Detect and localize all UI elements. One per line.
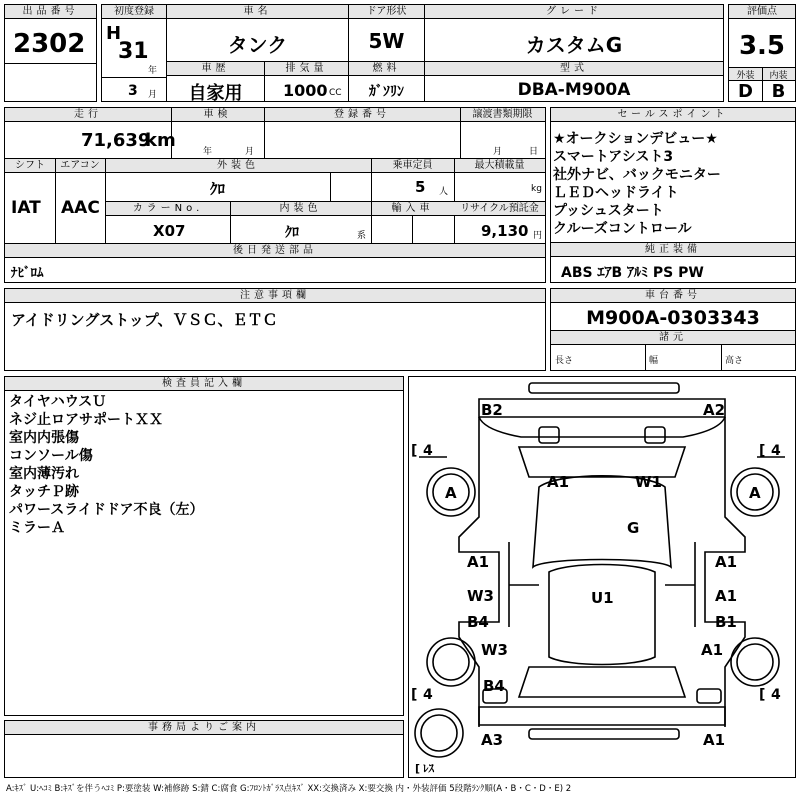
colorno-label: カラーNo. <box>106 202 230 216</box>
tr-day: 日 <box>529 147 539 157</box>
ac: AAC <box>61 198 100 218</box>
damage-mark: A2 <box>703 401 726 419</box>
inspector-item: コンソール傷 <box>9 448 93 464</box>
inspector-item: 室内内張傷 <box>9 430 79 446</box>
office-box <box>4 720 404 778</box>
sales-point: スマートアシスト3 <box>553 149 674 165</box>
damage-mark: B4 <box>467 613 489 631</box>
car-name-box <box>166 4 349 62</box>
model: DBA-M900A <box>517 80 631 100</box>
sales-point: クルーズコントロール <box>553 221 692 237</box>
first-reg-label: 初度登録 <box>102 5 166 19</box>
reg-year: 31 <box>118 39 149 64</box>
door-box <box>348 4 425 62</box>
tire-rr-depth: 4 <box>771 687 781 703</box>
spec-width: 幅 <box>649 356 659 366</box>
office-label: 事務局よりご案内 <box>5 721 403 735</box>
spec-length: 長さ <box>555 356 574 366</box>
ext-score: D <box>738 81 753 102</box>
lot-label: 出品番号 <box>5 5 96 19</box>
grade-label: グレード <box>425 5 723 19</box>
damage-mark: B2 <box>481 401 503 419</box>
svg-text:[: [ <box>759 687 766 703</box>
mileage: 71,639 <box>81 130 151 151</box>
damage-mark: A1 <box>701 641 724 659</box>
door-label: ドア形状 <box>349 5 424 19</box>
lot-number: 2302 <box>13 29 86 59</box>
inspector-item: 室内薄汚れ <box>9 466 79 482</box>
shift-label: シフト <box>5 159 55 173</box>
ac-label: エアコン <box>55 159 105 173</box>
inspector-list <box>9 393 203 537</box>
vehicle-info-table <box>4 107 546 283</box>
equipment-label: 純正装備 <box>551 243 795 257</box>
mileage-unit: km <box>145 130 176 151</box>
month-unit: 月 <box>148 90 158 100</box>
first-reg-box <box>101 4 167 102</box>
equipment: ABS ｴｱB ｱﾙﾐ PS PW <box>561 265 704 281</box>
inspector-item: ミラーＡ <box>9 520 65 536</box>
svg-text:[: [ <box>411 687 418 703</box>
capacity: 5 <box>415 178 426 196</box>
year-unit: 年 <box>148 66 158 76</box>
damage-mark: A1 <box>547 473 570 491</box>
maxload-label: 最大積載量 <box>454 159 545 173</box>
door-type: 5W <box>368 29 405 53</box>
history-label: 車歴 <box>167 62 264 76</box>
chassis-number: M900A-0303343 <box>586 307 760 329</box>
chassis-box <box>550 288 796 371</box>
damage-mark: A1 <box>703 731 726 749</box>
insp-year: 年 <box>203 147 213 157</box>
import-label: 輸入車 <box>371 202 454 216</box>
inspector-label: 検査員記入欄 <box>5 377 403 391</box>
inspector-item: ネジ止ロアサポートＸＸ <box>9 412 163 428</box>
score-label: 評価点 <box>729 5 795 19</box>
later-parts-label: 後日発送部品 <box>5 244 545 258</box>
tire-fr-depth: 4 <box>771 443 781 459</box>
spare-tire: ﾚｽ <box>423 762 434 775</box>
damage-mark: G <box>627 519 640 537</box>
damage-mark: A1 <box>467 553 490 571</box>
history-box <box>166 61 265 102</box>
recycle-unit: 円 <box>533 231 543 241</box>
legend: A:ｷｽﾞ U:ﾍｺﾐ B:ｷｽﾞを伴うﾍｺﾐ P:要塗装 W:補修跡 S:錆 C:腐食 G:ﾌﾛﾝﾄｶﾞﾗｽ点ｷｽﾞ XX:交換済み X:要交換 内・外装評価 5段階ﾗﾝｸ順(A・B・C・D・E) 2 <box>6 784 572 794</box>
model-label: 型式 <box>425 62 723 76</box>
score: 3.5 <box>738 31 786 61</box>
inspector-box <box>4 376 404 716</box>
inspector-item: タッチＰ跡 <box>9 484 79 500</box>
damage-mark: B4 <box>483 677 505 695</box>
recycle-fee: 9,130 <box>481 222 529 240</box>
score-box <box>728 4 796 102</box>
later-parts: ﾅﾋﾞﾛﾑ <box>11 266 44 281</box>
sales-point: プッシュスタート <box>553 203 664 219</box>
ext-label: 外装 <box>729 68 762 80</box>
svg-text:[: [ <box>415 762 421 775</box>
cc-unit: CC <box>329 88 342 98</box>
shift: IAT <box>11 198 41 218</box>
model-box <box>424 61 724 102</box>
specs-label: 諸元 <box>551 331 795 345</box>
damage-mark: A3 <box>481 731 504 749</box>
sales-points-list <box>553 130 721 238</box>
era: H <box>106 23 122 44</box>
fuel-label: 燃料 <box>349 62 424 76</box>
color-label: 外装色 <box>105 159 371 173</box>
lot-box <box>4 4 97 102</box>
svg-text:[: [ <box>759 443 766 459</box>
inspector-item: タイヤハウスＵ <box>9 394 107 410</box>
fuel-box <box>348 61 425 102</box>
recycle-label: リサイクル預託金 <box>454 202 545 216</box>
tire-fl-depth: 4 <box>423 443 433 459</box>
grade: カスタムG <box>525 33 623 57</box>
spec-height: 高さ <box>725 356 744 366</box>
maxload-unit: kg <box>531 184 542 194</box>
cc-box <box>264 61 349 102</box>
damage-mark: A <box>749 484 761 502</box>
car-name-label: 車名 <box>167 5 348 19</box>
inspector-item: パワースライドドア不良（左） <box>9 502 204 518</box>
damage-mark: U1 <box>591 589 614 607</box>
damage-mark: B1 <box>715 613 737 631</box>
intcolor-label: 内装色 <box>230 202 371 216</box>
cc-label: 排気量 <box>265 62 348 76</box>
damage-mark: W3 <box>481 641 508 659</box>
history: 自家用 <box>188 83 243 104</box>
regnum-label: 登録番号 <box>264 108 460 122</box>
transfer-label: 譲渡書類期限 <box>460 108 545 122</box>
sales-points-label: セールスポイント <box>551 108 795 122</box>
sales-point: 社外ナビ、バックモニター <box>553 167 721 183</box>
damage-mark: W3 <box>467 587 494 605</box>
damage-diagram-box <box>408 376 796 778</box>
car-name: タンク <box>227 33 288 57</box>
damage-mark: A1 <box>715 553 738 571</box>
intcolor-unit: 系 <box>357 231 367 241</box>
tr-month: 月 <box>493 147 503 157</box>
int-score: B <box>771 81 786 102</box>
fuel: ｶﾞｿﾘﾝ <box>369 84 404 100</box>
chassis-label: 車台番号 <box>551 289 795 303</box>
color-number: X07 <box>153 222 186 240</box>
car-diagram <box>409 377 795 777</box>
mileage-label: 走行 <box>5 108 171 122</box>
int-label: 内装 <box>762 68 795 80</box>
damage-mark: A1 <box>715 587 738 605</box>
notes-label: 注意事項欄 <box>5 289 545 303</box>
capacity-label: 乗車定員 <box>371 159 454 173</box>
damage-mark: A <box>445 484 457 502</box>
sales-points-box <box>550 107 796 283</box>
reg-month: 3 <box>128 83 138 99</box>
notes-box <box>4 288 546 371</box>
sales-point: ★オークションデビュー★ <box>553 131 718 147</box>
inspection-label: 車検 <box>171 108 264 122</box>
damage-mark: W1 <box>635 473 662 491</box>
notes: アイドリングストップ、ＶＳＣ、ＥＴＣ <box>11 311 278 329</box>
sales-point: ＬＥＤヘッドライト <box>553 185 679 201</box>
cc: 1000 <box>283 81 328 100</box>
svg-text:[: [ <box>411 443 418 459</box>
capacity-unit: 人 <box>439 187 449 197</box>
interior-color: ｸﾛ <box>285 225 299 241</box>
tire-rl-depth: 4 <box>423 687 433 703</box>
exterior-color: ｸﾛ <box>209 180 225 198</box>
insp-month: 月 <box>245 147 255 157</box>
grade-box <box>424 4 724 62</box>
